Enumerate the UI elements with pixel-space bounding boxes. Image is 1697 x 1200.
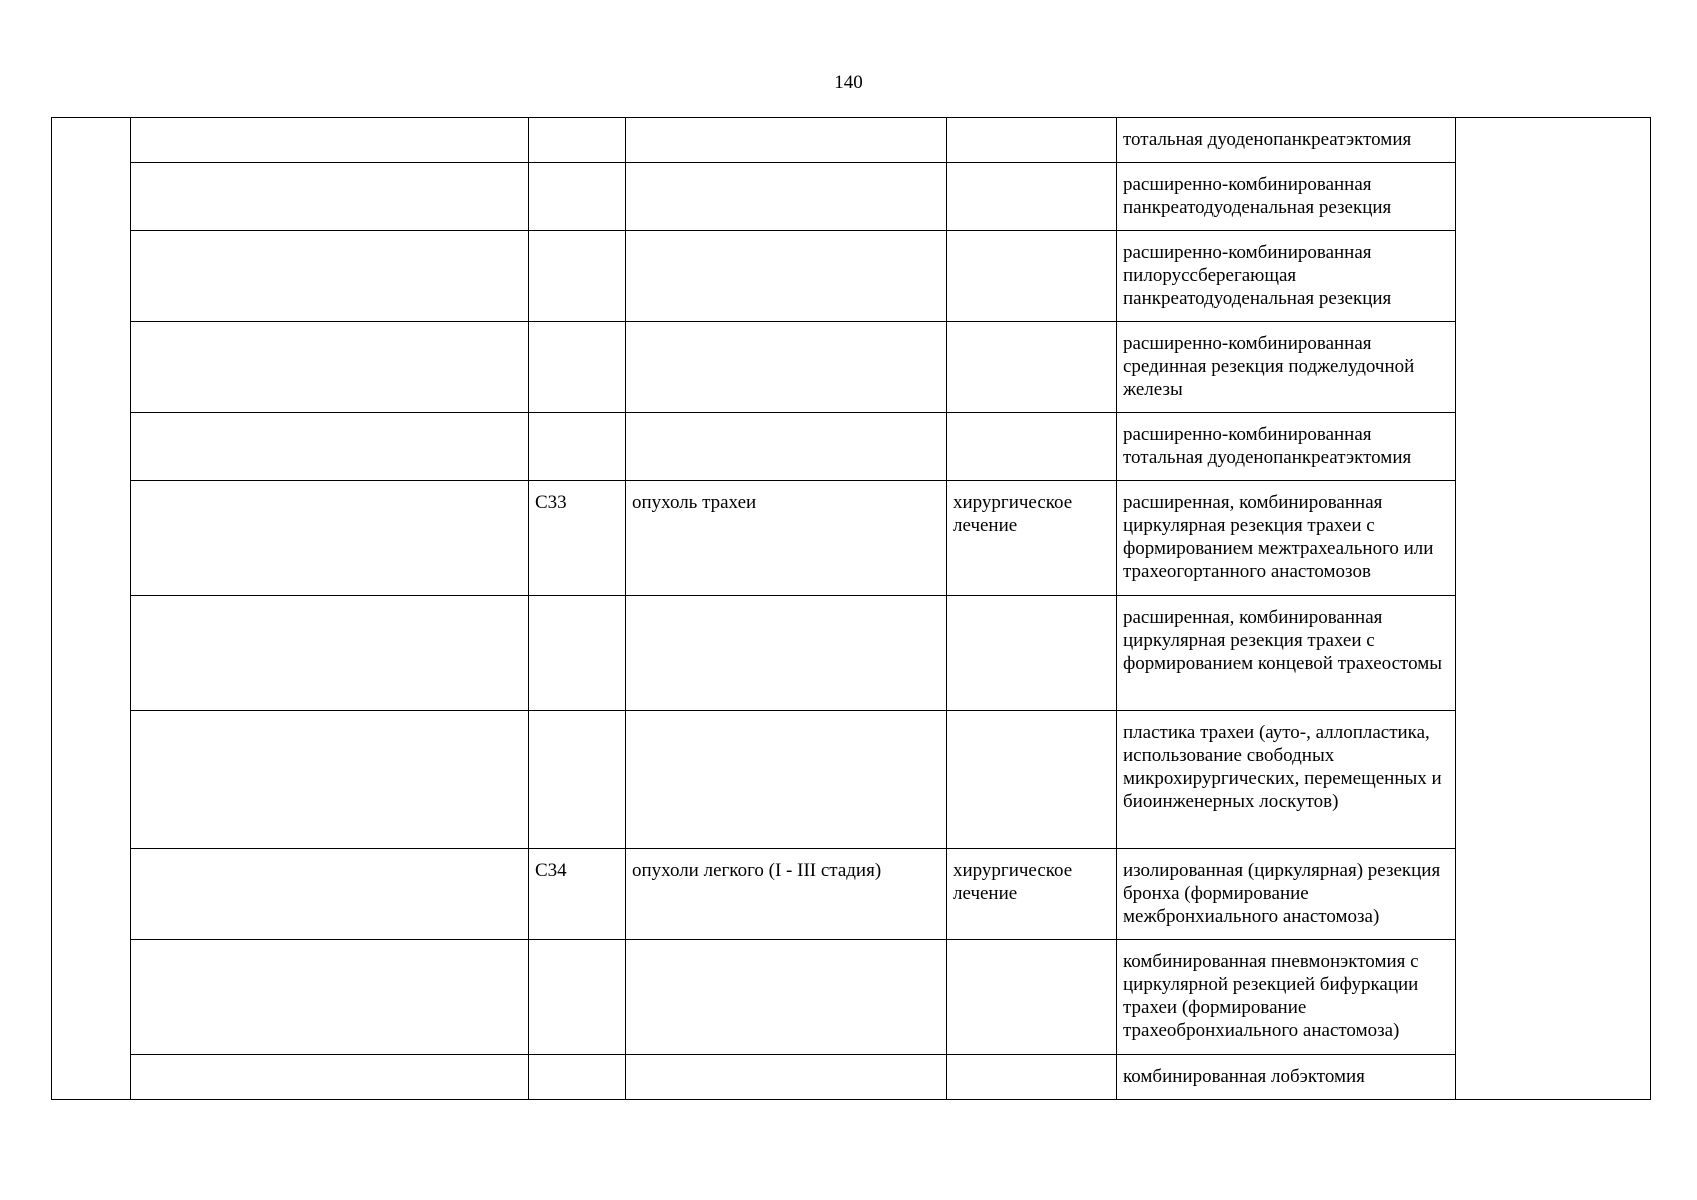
cell-profile <box>131 849 529 940</box>
cell-diagnosis <box>626 940 947 1055</box>
cell-code <box>529 231 626 322</box>
cell-diagnosis <box>626 231 947 322</box>
cell-extra <box>1456 1055 1651 1100</box>
cell-code <box>529 596 626 711</box>
procedures-table <box>51 117 1651 1100</box>
cell-method: расширенно-комбинированная срединная резекция поджелудочной железы <box>1117 322 1456 413</box>
cell-treatment <box>947 1055 1117 1100</box>
cell-code: C34 <box>529 849 626 940</box>
cell-diagnosis: опухоль трахеи <box>626 481 947 596</box>
cell-extra <box>1456 940 1651 1055</box>
cell-diagnosis <box>626 596 947 711</box>
cell-profile <box>131 322 529 413</box>
page-number: 140 <box>834 72 863 93</box>
cell-method: расширенная, комбинированная циркулярная резекция трахеи с формированием межтрахеального или трахеогортанного анастомозов <box>1117 481 1456 596</box>
cell-treatment <box>947 322 1117 413</box>
cell-method: расширенно-комбинированная тотальная дуоденопанкреатэктомия <box>1117 413 1456 481</box>
cell-diagnosis <box>626 322 947 413</box>
cell-profile <box>131 1055 529 1100</box>
cell-index <box>52 481 131 596</box>
table-body <box>52 118 1651 1100</box>
table-row <box>52 118 1651 163</box>
cell-index <box>52 322 131 413</box>
cell-profile <box>131 940 529 1055</box>
cell-treatment: хирургическое лечение <box>947 481 1117 596</box>
cell-profile <box>131 231 529 322</box>
cell-index <box>52 940 131 1055</box>
table-row <box>52 481 1651 596</box>
cell-method: тотальная дуоденопанкреатэктомия <box>1117 118 1456 163</box>
cell-diagnosis <box>626 413 947 481</box>
cell-code <box>529 413 626 481</box>
cell-method: расширенно-комбинированная панкреатодуоденальная резекция <box>1117 163 1456 231</box>
cell-method: расширенная, комбинированная циркулярная резекция трахеи с формированием концевой трахеостомы <box>1117 596 1456 711</box>
cell-treatment <box>947 118 1117 163</box>
cell-profile <box>131 481 529 596</box>
cell-profile <box>131 711 529 849</box>
cell-extra <box>1456 413 1651 481</box>
cell-extra <box>1456 849 1651 940</box>
cell-treatment <box>947 413 1117 481</box>
cell-method: расширенно-комбинированная пилоруссберегающая панкреатодуоденальная резекция <box>1117 231 1456 322</box>
cell-method: изолированная (циркулярная) резекция бронха (формирование межбронхиального анастомоза) <box>1117 849 1456 940</box>
cell-diagnosis <box>626 118 947 163</box>
cell-extra <box>1456 711 1651 849</box>
cell-code <box>529 118 626 163</box>
cell-index <box>52 1055 131 1100</box>
cell-index <box>52 849 131 940</box>
cell-index <box>52 413 131 481</box>
cell-index <box>52 231 131 322</box>
cell-treatment <box>947 596 1117 711</box>
cell-code <box>529 940 626 1055</box>
cell-diagnosis <box>626 711 947 849</box>
table-row <box>52 413 1651 481</box>
cell-profile <box>131 118 529 163</box>
cell-treatment <box>947 940 1117 1055</box>
cell-extra <box>1456 596 1651 711</box>
cell-index <box>52 163 131 231</box>
cell-code <box>529 711 626 849</box>
table-row <box>52 596 1651 711</box>
cell-extra <box>1456 481 1651 596</box>
cell-diagnosis <box>626 163 947 231</box>
table-row <box>52 1055 1651 1100</box>
cell-profile <box>131 596 529 711</box>
cell-profile <box>131 413 529 481</box>
cell-profile <box>131 163 529 231</box>
table-row <box>52 163 1651 231</box>
cell-method: пластика трахеи (ауто-, аллопластика, использование свободных микрохирургических, перемещенных и биоинженерных лоскутов) <box>1117 711 1456 849</box>
cell-diagnosis: опухоли легкого (I - III стадия) <box>626 849 947 940</box>
table-row <box>52 940 1651 1055</box>
cell-diagnosis <box>626 1055 947 1100</box>
cell-index <box>52 596 131 711</box>
cell-extra <box>1456 322 1651 413</box>
cell-method: комбинированная лобэктомия <box>1117 1055 1456 1100</box>
cell-code <box>529 322 626 413</box>
cell-code <box>529 1055 626 1100</box>
cell-method: комбинированная пневмонэктомия с циркулярной резекцией бифуркации трахеи (формирование трахеобронхиального анастомоза) <box>1117 940 1456 1055</box>
table-row <box>52 711 1651 849</box>
cell-extra <box>1456 231 1651 322</box>
cell-code: C33 <box>529 481 626 596</box>
cell-treatment <box>947 163 1117 231</box>
cell-index <box>52 711 131 849</box>
table-row <box>52 322 1651 413</box>
cell-index <box>52 118 131 163</box>
cell-code <box>529 163 626 231</box>
table-row <box>52 231 1651 322</box>
cell-treatment <box>947 711 1117 849</box>
cell-extra <box>1456 118 1651 163</box>
cell-treatment: хирургическое лечение <box>947 849 1117 940</box>
cell-extra <box>1456 163 1651 231</box>
table-row <box>52 849 1651 940</box>
cell-treatment <box>947 231 1117 322</box>
